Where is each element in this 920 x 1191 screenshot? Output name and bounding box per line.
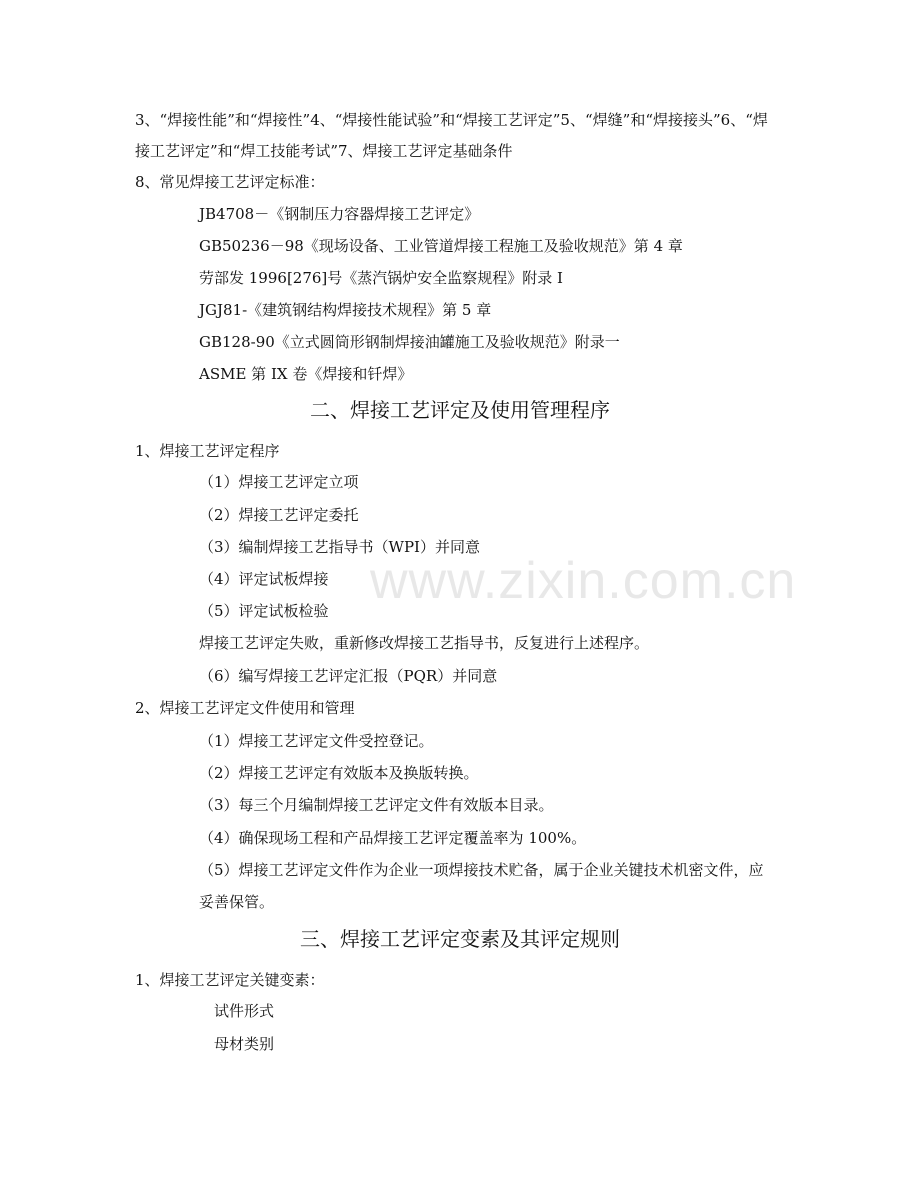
paragraph-line: 3、“焊接性能”和“焊接性”4、“焊接性能试验”和“焊接工艺评定”5、“焊缝”和“焊接接头”6、“焊	[135, 111, 768, 129]
list-item: （4）评定试板焊接	[199, 570, 329, 588]
standard-item: ASME 第 IX 卷《焊接和钎焊》	[199, 365, 413, 383]
list-item: （5）评定试板检验	[199, 602, 329, 620]
list-item: （3）编制焊接工艺指导书（WPI）并同意	[199, 538, 480, 556]
paragraph-line: 8、常见焊接工艺评定标准：	[135, 173, 325, 191]
standard-item: GB50236－98《现场设备、工业管道焊接工程施工及验收规范》第 4 章	[199, 237, 683, 255]
paragraph-line: 2、焊接工艺评定文件使用和管理	[135, 699, 355, 717]
paragraph-line: 妥善保管。	[199, 893, 275, 911]
standard-item: 劳部发 1996[276]号《蒸汽锅炉安全监察规程》附录 I	[199, 269, 563, 287]
standard-item: GB128-90《立式圆筒形钢制焊接油罐施工及验收规范》附录一	[199, 333, 620, 351]
list-item: （1）焊接工艺评定文件受控登记。	[199, 732, 434, 750]
list-item: （5）焊接工艺评定文件作为企业一项焊接技术贮备，属于企业关键技术机密文件，应	[199, 861, 764, 879]
list-item: （6）编写焊接工艺评定汇报（PQR）并同意	[199, 667, 498, 685]
section-heading: 三、焊接工艺评定变素及其评定规则	[300, 927, 620, 951]
paragraph-line: 1、焊接工艺评定关键变素：	[135, 971, 325, 989]
list-item: 试件形式	[214, 1002, 275, 1020]
standard-item: JGJ81-《建筑钢结构焊接技术规程》第 5 章	[199, 301, 492, 319]
standard-item: JB4708－《钢制压力容器焊接工艺评定》	[199, 205, 480, 223]
paragraph-line: 接工艺评定”和“焊工技能考试”7、焊接工艺评定基础条件	[135, 142, 513, 160]
watermark: www.zixin.com.cn	[370, 552, 797, 610]
list-item: （2）焊接工艺评定委托	[199, 506, 359, 524]
list-item: （3）每三个月编制焊接工艺评定文件有效版本目录。	[199, 796, 554, 814]
list-item: （4）确保现场工程和产品焊接工艺评定覆盖率为 100%。	[199, 829, 587, 847]
list-item: （1）焊接工艺评定立项	[199, 473, 359, 491]
paragraph-line: 焊接工艺评定失败，重新修改焊接工艺指导书，反复进行上述程序。	[199, 634, 650, 652]
list-item: （2）焊接工艺评定有效版本及换版转换。	[199, 764, 479, 782]
list-item: 母材类别	[214, 1035, 275, 1053]
paragraph-line: 1、焊接工艺评定程序	[135, 442, 280, 460]
section-heading: 二、焊接工艺评定及使用管理程序	[310, 398, 610, 422]
